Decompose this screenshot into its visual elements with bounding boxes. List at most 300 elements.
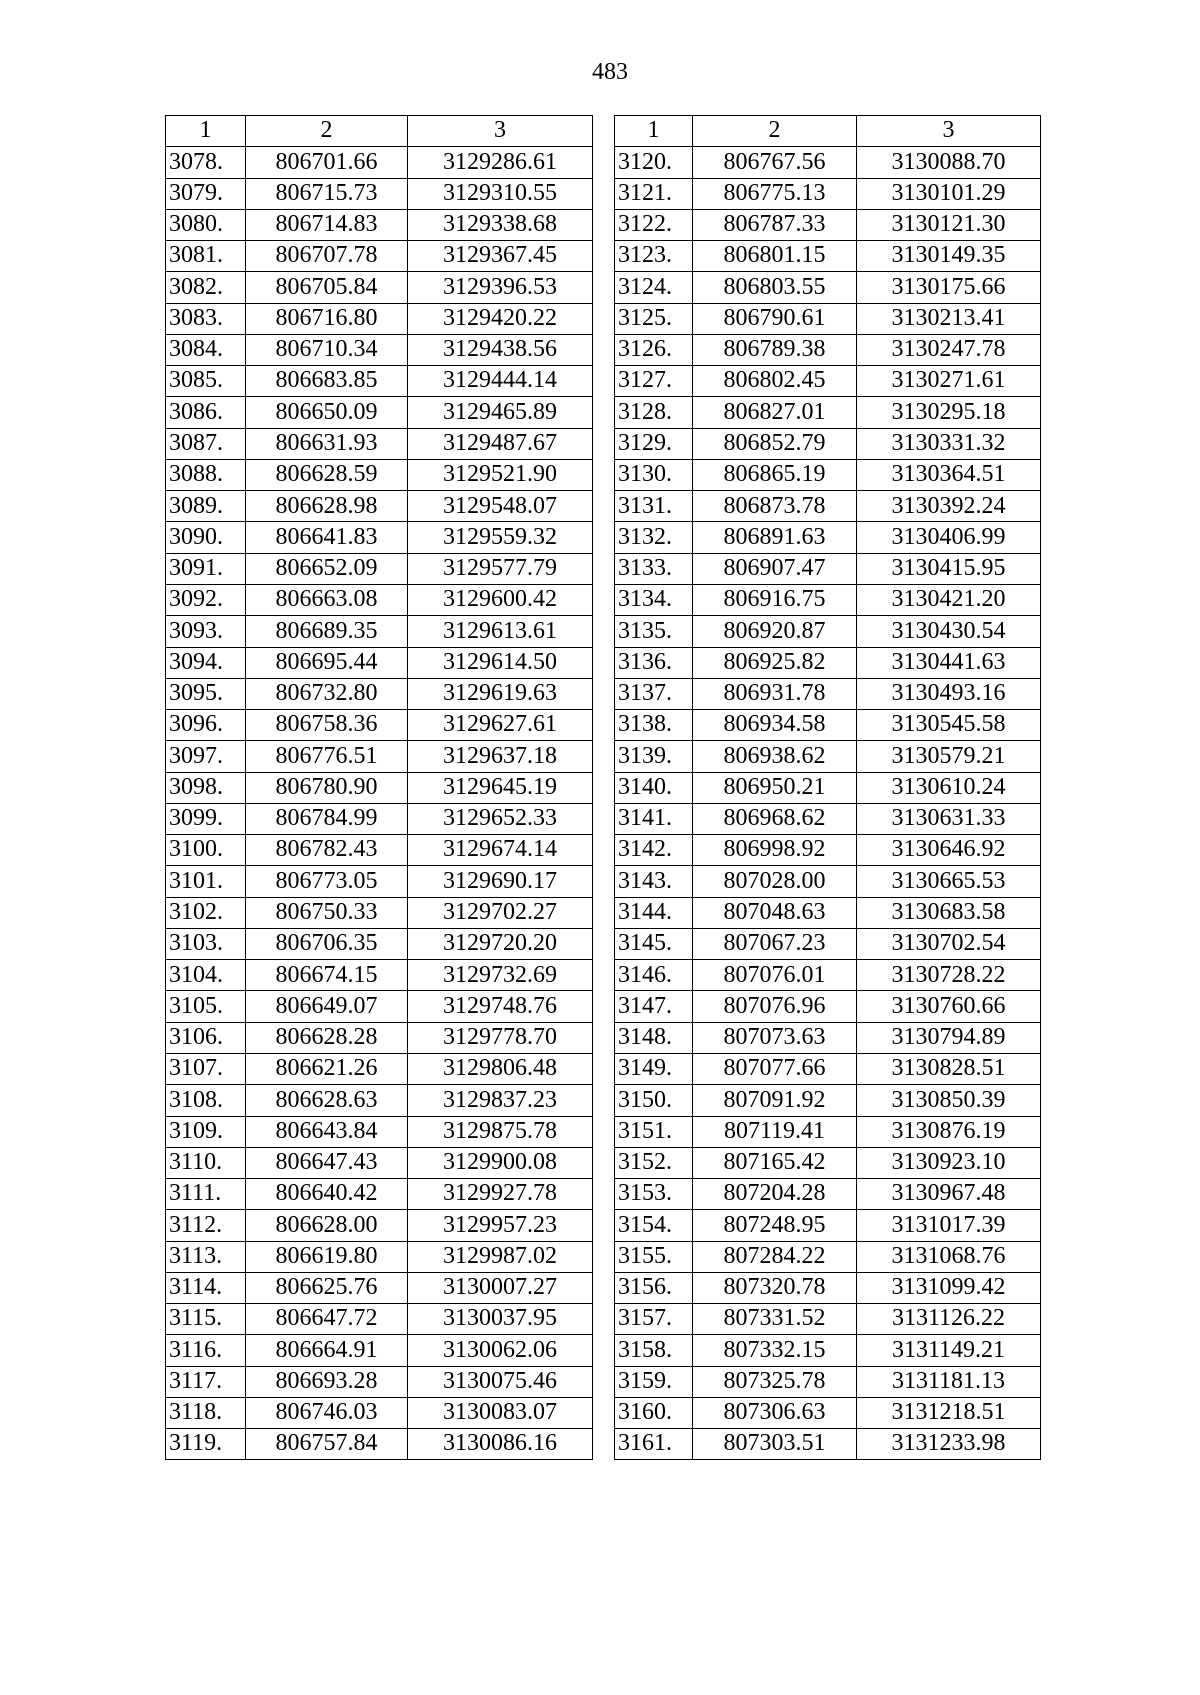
coord-y-cell: 3129310.55 (408, 178, 593, 209)
point-number-cell: 3121. (615, 178, 693, 209)
point-number-cell: 3152. (615, 1147, 693, 1178)
coord-y-cell: 3130406.99 (857, 522, 1041, 553)
point-number-cell: 3099. (166, 803, 246, 834)
point-number-cell: 3129. (615, 428, 693, 459)
coord-y-cell: 3130086.16 (408, 1429, 593, 1460)
coord-y-cell: 3130149.35 (857, 241, 1041, 272)
coord-x-cell: 806647.43 (246, 1147, 408, 1178)
coord-y-cell: 3129875.78 (408, 1116, 593, 1147)
table-row (615, 491, 1041, 522)
table-row (615, 303, 1041, 334)
table-row (166, 1053, 593, 1084)
table-row (166, 647, 593, 678)
coord-x-cell: 807165.42 (693, 1147, 857, 1178)
point-number-cell: 3097. (166, 741, 246, 772)
coord-y-cell: 3130876.19 (857, 1116, 1041, 1147)
coord-x-cell: 806674.15 (246, 960, 408, 991)
coord-x-cell: 806907.47 (693, 553, 857, 584)
coord-y-cell: 3129645.19 (408, 772, 593, 803)
point-number-cell: 3128. (615, 397, 693, 428)
table-row (166, 960, 593, 991)
coord-x-cell: 806628.63 (246, 1085, 408, 1116)
coord-x-cell: 806789.38 (693, 334, 857, 365)
coord-x-cell: 806715.73 (246, 178, 408, 209)
coord-x-cell: 806773.05 (246, 866, 408, 897)
point-number-cell: 3092. (166, 584, 246, 615)
table-row (615, 678, 1041, 709)
coord-y-cell: 3130271.61 (857, 366, 1041, 397)
coord-x-cell: 806714.83 (246, 209, 408, 240)
point-number-cell: 3123. (615, 241, 693, 272)
point-number-cell: 3088. (166, 459, 246, 490)
coord-y-cell: 3130850.39 (857, 1085, 1041, 1116)
point-number-cell: 3116. (166, 1335, 246, 1366)
header-cell-1: 1 (615, 116, 693, 147)
coord-y-cell: 3129806.48 (408, 1053, 593, 1084)
table-row (166, 1304, 593, 1335)
coord-x-cell: 807067.23 (693, 928, 857, 959)
coord-x-cell: 807119.41 (693, 1116, 857, 1147)
coord-x-cell: 806873.78 (693, 491, 857, 522)
point-number-cell: 3093. (166, 616, 246, 647)
coord-x-cell: 806625.76 (246, 1272, 408, 1303)
table-row (615, 866, 1041, 897)
coord-x-cell: 806780.90 (246, 772, 408, 803)
coord-y-cell: 3129465.89 (408, 397, 593, 428)
point-number-cell: 3139. (615, 741, 693, 772)
coord-y-cell: 3130037.95 (408, 1304, 593, 1335)
coord-y-cell: 3129577.79 (408, 553, 593, 584)
table-row (166, 866, 593, 897)
point-number-cell: 3113. (166, 1241, 246, 1272)
point-number-cell: 3149. (615, 1053, 693, 1084)
table-row (166, 553, 593, 584)
coord-y-cell: 3130665.53 (857, 866, 1041, 897)
table-row (615, 991, 1041, 1022)
table-row (615, 272, 1041, 303)
coord-y-cell: 3129720.20 (408, 928, 593, 959)
coord-x-cell: 806628.28 (246, 1022, 408, 1053)
point-number-cell: 3103. (166, 928, 246, 959)
coord-y-cell: 3129927.78 (408, 1179, 593, 1210)
coord-y-cell: 3129837.23 (408, 1085, 593, 1116)
coord-x-cell: 806641.83 (246, 522, 408, 553)
coord-y-cell: 3129957.23 (408, 1210, 593, 1241)
coord-x-cell: 806757.84 (246, 1429, 408, 1460)
coord-x-cell: 806758.36 (246, 710, 408, 741)
coord-y-cell: 3130121.30 (857, 209, 1041, 240)
table-row (615, 1210, 1041, 1241)
table-row (615, 1022, 1041, 1053)
coord-y-cell: 3129652.33 (408, 803, 593, 834)
coord-x-cell: 806628.98 (246, 491, 408, 522)
coord-y-cell: 3130247.78 (857, 334, 1041, 365)
table-row (166, 241, 593, 272)
point-number-cell: 3111. (166, 1179, 246, 1210)
point-number-cell: 3119. (166, 1429, 246, 1460)
table-row (615, 1147, 1041, 1178)
coord-x-cell: 806693.28 (246, 1366, 408, 1397)
coord-y-cell: 3130088.70 (857, 147, 1041, 178)
table-row (615, 397, 1041, 428)
coordinate-table-right (614, 115, 1041, 1460)
point-number-cell: 3124. (615, 272, 693, 303)
point-number-cell: 3125. (615, 303, 693, 334)
coord-x-cell: 806998.92 (693, 835, 857, 866)
table-row (615, 428, 1041, 459)
table-row (166, 397, 593, 428)
coord-y-cell: 3131126.22 (857, 1304, 1041, 1335)
coord-y-cell: 3130631.33 (857, 803, 1041, 834)
point-number-cell: 3133. (615, 553, 693, 584)
table-row (166, 491, 593, 522)
table-row (615, 1304, 1041, 1335)
coord-y-cell: 3130101.29 (857, 178, 1041, 209)
coord-y-cell: 3130415.95 (857, 553, 1041, 584)
coord-x-cell: 806916.75 (693, 584, 857, 615)
coord-x-cell: 806628.59 (246, 459, 408, 490)
point-number-cell: 3082. (166, 272, 246, 303)
coord-x-cell: 807248.95 (693, 1210, 857, 1241)
coord-x-cell: 806803.55 (693, 272, 857, 303)
table-row (615, 584, 1041, 615)
coord-y-cell: 3130923.10 (857, 1147, 1041, 1178)
point-number-cell: 3105. (166, 991, 246, 1022)
table-row (166, 1366, 593, 1397)
table-row (615, 209, 1041, 240)
table-row (615, 741, 1041, 772)
coord-y-cell: 3130213.41 (857, 303, 1041, 334)
coord-y-cell: 3130075.46 (408, 1366, 593, 1397)
table-row (166, 835, 593, 866)
coord-y-cell: 3129420.22 (408, 303, 593, 334)
coord-y-cell: 3130441.63 (857, 647, 1041, 678)
coord-x-cell: 806934.58 (693, 710, 857, 741)
coord-y-cell: 3130646.92 (857, 835, 1041, 866)
coord-x-cell: 807284.22 (693, 1241, 857, 1272)
coord-x-cell: 807048.63 (693, 897, 857, 928)
table-row (615, 334, 1041, 365)
coord-x-cell: 806950.21 (693, 772, 857, 803)
table-row (166, 678, 593, 709)
point-number-cell: 3086. (166, 397, 246, 428)
coord-y-cell: 3129732.69 (408, 960, 593, 991)
coord-x-cell: 806787.33 (693, 209, 857, 240)
coord-y-cell: 3130702.54 (857, 928, 1041, 959)
point-number-cell: 3130. (615, 459, 693, 490)
coord-x-cell: 806683.85 (246, 366, 408, 397)
table-body (166, 147, 593, 1460)
coord-x-cell: 806746.03 (246, 1397, 408, 1428)
coord-y-cell: 3130392.24 (857, 491, 1041, 522)
point-number-cell: 3085. (166, 366, 246, 397)
coord-x-cell: 807204.28 (693, 1179, 857, 1210)
coord-y-cell: 3129702.27 (408, 897, 593, 928)
coord-x-cell: 806931.78 (693, 678, 857, 709)
coord-x-cell: 806695.44 (246, 647, 408, 678)
point-number-cell: 3145. (615, 928, 693, 959)
coord-x-cell: 807332.15 (693, 1335, 857, 1366)
table-row (615, 1397, 1041, 1428)
coord-y-cell: 3130728.22 (857, 960, 1041, 991)
coord-x-cell: 806664.91 (246, 1335, 408, 1366)
point-number-cell: 3155. (615, 1241, 693, 1272)
table-row (615, 772, 1041, 803)
coord-x-cell: 806802.45 (693, 366, 857, 397)
coord-x-cell: 806801.15 (693, 241, 857, 272)
coord-x-cell: 806784.99 (246, 803, 408, 834)
table-row (615, 1116, 1041, 1147)
coord-x-cell: 806652.09 (246, 553, 408, 584)
point-number-cell: 3100. (166, 835, 246, 866)
coord-x-cell: 806710.34 (246, 334, 408, 365)
coord-x-cell: 806920.87 (693, 616, 857, 647)
point-number-cell: 3120. (615, 147, 693, 178)
table-row (166, 1147, 593, 1178)
point-number-cell: 3135. (615, 616, 693, 647)
coordinate-table-left (165, 115, 593, 1460)
table-row (166, 1022, 593, 1053)
coord-y-cell: 3130579.21 (857, 741, 1041, 772)
coord-y-cell: 3129521.90 (408, 459, 593, 490)
coord-x-cell: 806689.35 (246, 616, 408, 647)
coord-y-cell: 3130610.24 (857, 772, 1041, 803)
coord-y-cell: 3129637.18 (408, 741, 593, 772)
coord-y-cell: 3129674.14 (408, 835, 593, 866)
table-row (615, 178, 1041, 209)
coord-x-cell: 807331.52 (693, 1304, 857, 1335)
point-number-cell: 3095. (166, 678, 246, 709)
point-number-cell: 3126. (615, 334, 693, 365)
coord-y-cell: 3130794.89 (857, 1022, 1041, 1053)
coord-x-cell: 806782.43 (246, 835, 408, 866)
coord-x-cell: 806732.80 (246, 678, 408, 709)
table-row (166, 584, 593, 615)
header-row (615, 116, 1041, 147)
point-number-cell: 3081. (166, 241, 246, 272)
table-body (615, 147, 1041, 1460)
table-row (166, 741, 593, 772)
coord-x-cell: 806776.51 (246, 741, 408, 772)
coord-y-cell: 3130683.58 (857, 897, 1041, 928)
coord-y-cell: 3131017.39 (857, 1210, 1041, 1241)
point-number-cell: 3159. (615, 1366, 693, 1397)
point-number-cell: 3140. (615, 772, 693, 803)
point-number-cell: 3098. (166, 772, 246, 803)
table-row (615, 1366, 1041, 1397)
coord-x-cell: 806643.84 (246, 1116, 408, 1147)
point-number-cell: 3118. (166, 1397, 246, 1428)
table-row (166, 1335, 593, 1366)
point-number-cell: 3117. (166, 1366, 246, 1397)
coord-y-cell: 3130760.66 (857, 991, 1041, 1022)
coord-x-cell: 806705.84 (246, 272, 408, 303)
point-number-cell: 3138. (615, 710, 693, 741)
coord-y-cell: 3129748.76 (408, 991, 593, 1022)
point-number-cell: 3087. (166, 428, 246, 459)
coord-x-cell: 806649.07 (246, 991, 408, 1022)
coord-y-cell: 3129600.42 (408, 584, 593, 615)
table-row (615, 366, 1041, 397)
point-number-cell: 3141. (615, 803, 693, 834)
header-cell-2: 2 (693, 116, 857, 147)
table-row (166, 803, 593, 834)
point-number-cell: 3094. (166, 647, 246, 678)
coord-y-cell: 3131149.21 (857, 1335, 1041, 1366)
table-row (166, 522, 593, 553)
coord-x-cell: 806925.82 (693, 647, 857, 678)
point-number-cell: 3101. (166, 866, 246, 897)
coord-y-cell: 3130545.58 (857, 710, 1041, 741)
coord-y-cell: 3129778.70 (408, 1022, 593, 1053)
point-number-cell: 3114. (166, 1272, 246, 1303)
coord-y-cell: 3129900.08 (408, 1147, 593, 1178)
table-row (166, 772, 593, 803)
coord-y-cell: 3129627.61 (408, 710, 593, 741)
coord-x-cell: 807091.92 (693, 1085, 857, 1116)
table-row (615, 647, 1041, 678)
coord-x-cell: 807076.01 (693, 960, 857, 991)
header-row (166, 116, 593, 147)
coord-x-cell: 806790.61 (693, 303, 857, 334)
header-cell-2: 2 (246, 116, 408, 147)
point-number-cell: 3078. (166, 147, 246, 178)
coord-y-cell: 3129338.68 (408, 209, 593, 240)
table-row (166, 1085, 593, 1116)
coord-y-cell: 3131233.98 (857, 1429, 1041, 1460)
point-number-cell: 3104. (166, 960, 246, 991)
table-row (166, 616, 593, 647)
coord-y-cell: 3129438.56 (408, 334, 593, 365)
table-row (166, 991, 593, 1022)
table-row (615, 1241, 1041, 1272)
coord-y-cell: 3129396.53 (408, 272, 593, 303)
table-row (166, 334, 593, 365)
coord-y-cell: 3129613.61 (408, 616, 593, 647)
table-row (166, 1241, 593, 1272)
coord-x-cell: 807303.51 (693, 1429, 857, 1460)
coord-y-cell: 3129987.02 (408, 1241, 593, 1272)
coord-y-cell: 3130430.54 (857, 616, 1041, 647)
point-number-cell: 3108. (166, 1085, 246, 1116)
point-number-cell: 3158. (615, 1335, 693, 1366)
coord-x-cell: 807320.78 (693, 1272, 857, 1303)
point-number-cell: 3156. (615, 1272, 693, 1303)
coord-y-cell: 3130062.06 (408, 1335, 593, 1366)
point-number-cell: 3132. (615, 522, 693, 553)
coord-x-cell: 806647.72 (246, 1304, 408, 1335)
table-row (166, 178, 593, 209)
coord-x-cell: 806628.00 (246, 1210, 408, 1241)
point-number-cell: 3131. (615, 491, 693, 522)
point-number-cell: 3107. (166, 1053, 246, 1084)
coord-y-cell: 3129444.14 (408, 366, 593, 397)
table-row (615, 553, 1041, 584)
point-number-cell: 3142. (615, 835, 693, 866)
table-row (166, 366, 593, 397)
coord-x-cell: 806640.42 (246, 1179, 408, 1210)
table-row (615, 897, 1041, 928)
coord-y-cell: 3130331.32 (857, 428, 1041, 459)
table-row (615, 928, 1041, 959)
coord-x-cell: 807077.66 (693, 1053, 857, 1084)
point-number-cell: 3150. (615, 1085, 693, 1116)
coord-y-cell: 3129487.67 (408, 428, 593, 459)
table-row (166, 1272, 593, 1303)
point-number-cell: 3090. (166, 522, 246, 553)
point-number-cell: 3106. (166, 1022, 246, 1053)
point-number-cell: 3136. (615, 647, 693, 678)
table-row (166, 209, 593, 240)
table-row (166, 1179, 593, 1210)
coord-y-cell: 3129559.32 (408, 522, 593, 553)
coord-x-cell: 806827.01 (693, 397, 857, 428)
table-row (615, 1335, 1041, 1366)
coord-x-cell: 806938.62 (693, 741, 857, 772)
coord-y-cell: 3129614.50 (408, 647, 593, 678)
point-number-cell: 3143. (615, 866, 693, 897)
coord-x-cell: 806968.62 (693, 803, 857, 834)
coord-y-cell: 3130295.18 (857, 397, 1041, 428)
point-number-cell: 3127. (615, 366, 693, 397)
coord-y-cell: 3130967.48 (857, 1179, 1041, 1210)
coord-y-cell: 3131099.42 (857, 1272, 1041, 1303)
point-number-cell: 3151. (615, 1116, 693, 1147)
table-row (166, 928, 593, 959)
coord-x-cell: 806619.80 (246, 1241, 408, 1272)
coord-x-cell: 806650.09 (246, 397, 408, 428)
table-row (615, 1272, 1041, 1303)
table-row (166, 272, 593, 303)
coord-y-cell: 3131068.76 (857, 1241, 1041, 1272)
header-cell-3: 3 (408, 116, 593, 147)
table-header (166, 116, 593, 147)
coord-y-cell: 3129619.63 (408, 678, 593, 709)
point-number-cell: 3157. (615, 1304, 693, 1335)
point-number-cell: 3109. (166, 1116, 246, 1147)
point-number-cell: 3112. (166, 1210, 246, 1241)
table-row (615, 147, 1041, 178)
coord-x-cell: 807325.78 (693, 1366, 857, 1397)
coord-y-cell: 3130364.51 (857, 459, 1041, 490)
table-row (615, 960, 1041, 991)
point-number-cell: 3122. (615, 209, 693, 240)
table-row (166, 1116, 593, 1147)
coord-x-cell: 807028.00 (693, 866, 857, 897)
coord-y-cell: 3131181.13 (857, 1366, 1041, 1397)
coord-y-cell: 3130421.20 (857, 584, 1041, 615)
table-row (166, 710, 593, 741)
coord-y-cell: 3130175.66 (857, 272, 1041, 303)
coord-x-cell: 806891.63 (693, 522, 857, 553)
coord-x-cell: 806706.35 (246, 928, 408, 959)
coord-x-cell: 806716.80 (246, 303, 408, 334)
point-number-cell: 3134. (615, 584, 693, 615)
point-number-cell: 3089. (166, 491, 246, 522)
point-number-cell: 3146. (615, 960, 693, 991)
point-number-cell: 3110. (166, 1147, 246, 1178)
header-cell-3: 3 (857, 116, 1041, 147)
coord-y-cell: 3130083.07 (408, 1397, 593, 1428)
point-number-cell: 3083. (166, 303, 246, 334)
coord-y-cell: 3129367.45 (408, 241, 593, 272)
coord-y-cell: 3130007.27 (408, 1272, 593, 1303)
coord-x-cell: 806852.79 (693, 428, 857, 459)
coord-x-cell: 806621.26 (246, 1053, 408, 1084)
table-row (166, 1210, 593, 1241)
coord-x-cell: 807306.63 (693, 1397, 857, 1428)
table-row (615, 522, 1041, 553)
